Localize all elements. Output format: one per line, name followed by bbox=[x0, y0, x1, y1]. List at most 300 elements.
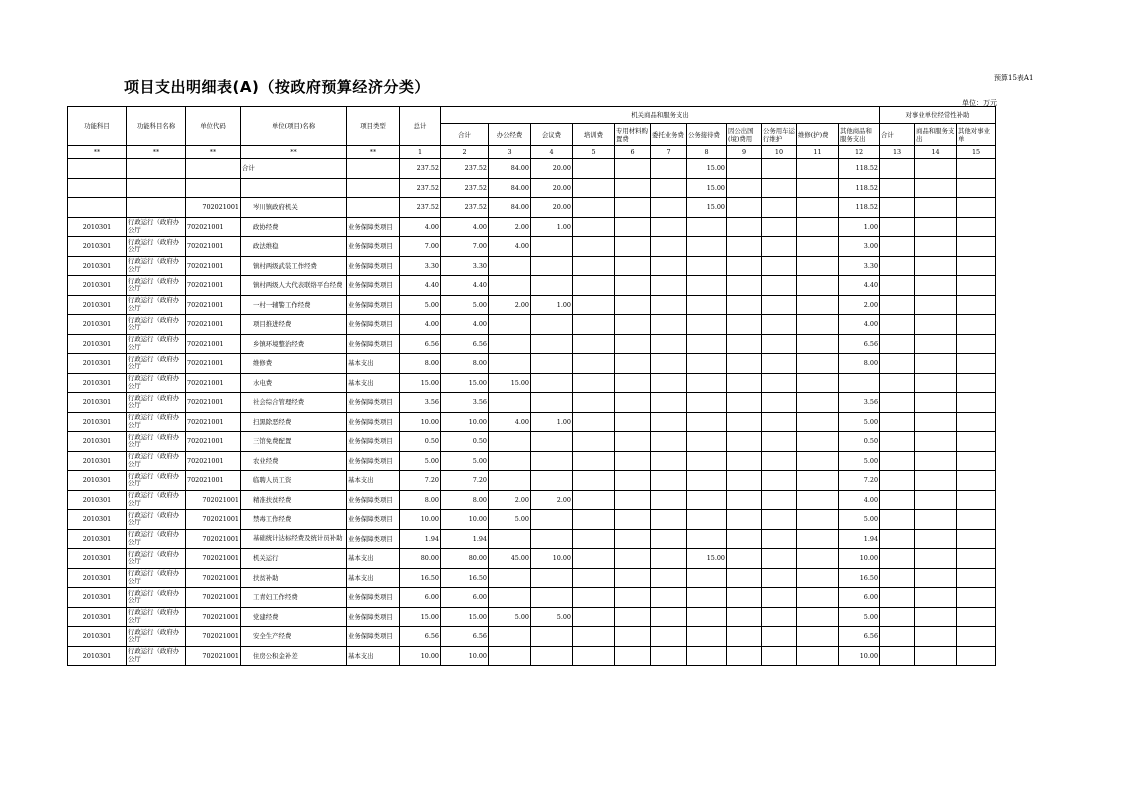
empty-cell bbox=[957, 393, 996, 413]
empty-cell bbox=[615, 295, 651, 315]
office-cell bbox=[489, 432, 531, 452]
empty-cell bbox=[915, 510, 957, 530]
func-code-cell bbox=[68, 159, 127, 179]
unit-name-cell: 扫黑除恶经费 bbox=[241, 412, 347, 432]
table-row bbox=[68, 529, 996, 549]
goods-total-cell: 10.00 bbox=[441, 510, 489, 530]
unit-name-cell: 精准扶贫经费 bbox=[241, 490, 347, 510]
total-cell: 10.00 bbox=[400, 412, 441, 432]
header-func-name: 功能科目名称 bbox=[127, 107, 186, 146]
unit-code-cell: 702021001 bbox=[186, 490, 241, 510]
empty-cell bbox=[880, 178, 915, 198]
office-cell bbox=[489, 354, 531, 374]
func-name-cell: 行政运行（政府办公厅 bbox=[127, 315, 186, 335]
func-code-cell: 2010301 bbox=[68, 256, 127, 276]
project-type-cell: 业务保障类项目 bbox=[347, 588, 400, 608]
empty-cell bbox=[957, 354, 996, 374]
empty-cell bbox=[727, 646, 762, 666]
unit-name-cell: 镇村两级人大代表联络平台经费 bbox=[241, 276, 347, 296]
project-type-cell: 业务保障类项目 bbox=[347, 237, 400, 257]
unit-code-cell: 702021001 bbox=[186, 412, 241, 432]
other-goods-cell: 118.52 bbox=[839, 178, 880, 198]
unit-name-cell: 乡镇环境整治经费 bbox=[241, 334, 347, 354]
project-type-cell: 业务保障类项目 bbox=[347, 490, 400, 510]
empty-cell bbox=[615, 490, 651, 510]
other-goods-cell: 8.00 bbox=[839, 354, 880, 374]
empty-cell bbox=[573, 529, 615, 549]
empty-cell bbox=[957, 451, 996, 471]
goods-total-cell: 7.20 bbox=[441, 471, 489, 491]
empty-cell bbox=[651, 588, 687, 608]
office-cell: 84.00 bbox=[489, 159, 531, 179]
reception-cell bbox=[687, 529, 727, 549]
func-name-cell: 行政运行（政府办公厅 bbox=[127, 256, 186, 276]
empty-cell bbox=[762, 198, 797, 218]
goods-total-cell: 237.52 bbox=[441, 198, 489, 218]
func-name-cell: 行政运行（政府办公厅 bbox=[127, 412, 186, 432]
other-goods-cell: 3.00 bbox=[839, 237, 880, 257]
header-col-number: 14 bbox=[915, 146, 957, 159]
unit-code-cell: 702021001 bbox=[186, 549, 241, 569]
empty-cell bbox=[797, 490, 839, 510]
other-goods-cell: 2.00 bbox=[839, 295, 880, 315]
unit-name-cell: 机关运行 bbox=[241, 549, 347, 569]
office-cell: 4.00 bbox=[489, 412, 531, 432]
empty-cell bbox=[915, 471, 957, 491]
header-col-number: 12 bbox=[839, 146, 880, 159]
empty-cell bbox=[651, 510, 687, 530]
empty-cell bbox=[762, 276, 797, 296]
empty-cell bbox=[957, 568, 996, 588]
func-code-cell: 2010301 bbox=[68, 412, 127, 432]
empty-cell bbox=[615, 432, 651, 452]
total-cell: 16.50 bbox=[400, 568, 441, 588]
table-row bbox=[68, 315, 996, 335]
unit-code-cell: 702021001 bbox=[186, 295, 241, 315]
empty-cell bbox=[651, 159, 687, 179]
empty-cell bbox=[797, 393, 839, 413]
reception-cell bbox=[687, 490, 727, 510]
func-name-cell: 行政运行（政府办公厅 bbox=[127, 451, 186, 471]
header-col-3: 办公经费 bbox=[489, 124, 531, 146]
func-code-cell: 2010301 bbox=[68, 451, 127, 471]
other-goods-cell: 1.00 bbox=[839, 217, 880, 237]
empty-cell bbox=[762, 178, 797, 198]
total-cell: 1.94 bbox=[400, 529, 441, 549]
goods-total-cell: 7.00 bbox=[441, 237, 489, 257]
header-project-type: 项目类型 bbox=[347, 107, 400, 146]
total-cell: 8.00 bbox=[400, 354, 441, 374]
table-body bbox=[68, 159, 996, 666]
goods-total-cell: 0.50 bbox=[441, 432, 489, 452]
empty-cell bbox=[651, 217, 687, 237]
empty-cell bbox=[880, 412, 915, 432]
empty-cell bbox=[651, 276, 687, 296]
total-cell: 4.40 bbox=[400, 276, 441, 296]
empty-cell bbox=[880, 237, 915, 257]
empty-cell bbox=[957, 334, 996, 354]
project-type-cell bbox=[347, 159, 400, 179]
project-type-cell: 业务保障类项目 bbox=[347, 256, 400, 276]
empty-cell bbox=[797, 354, 839, 374]
empty-cell bbox=[880, 373, 915, 393]
empty-cell bbox=[615, 315, 651, 335]
goods-total-cell: 3.30 bbox=[441, 256, 489, 276]
empty-cell bbox=[915, 568, 957, 588]
unit-code-cell: 702021001 bbox=[186, 432, 241, 452]
total-cell: 15.00 bbox=[400, 373, 441, 393]
empty-cell bbox=[915, 198, 957, 218]
table-row bbox=[68, 256, 996, 276]
unit-code-cell: 702021001 bbox=[186, 315, 241, 335]
office-cell: 5.00 bbox=[489, 607, 531, 627]
empty-cell bbox=[651, 412, 687, 432]
total-cell: 5.00 bbox=[400, 295, 441, 315]
func-name-cell: 行政运行（政府办公厅 bbox=[127, 510, 186, 530]
empty-cell bbox=[573, 198, 615, 218]
total-cell: 80.00 bbox=[400, 549, 441, 569]
empty-cell bbox=[797, 646, 839, 666]
empty-cell bbox=[797, 373, 839, 393]
empty-cell bbox=[880, 354, 915, 374]
func-name-cell: 行政运行（政府办公厅 bbox=[127, 334, 186, 354]
empty-cell bbox=[651, 646, 687, 666]
project-type-cell: 业务保障类项目 bbox=[347, 432, 400, 452]
reception-cell bbox=[687, 412, 727, 432]
project-type-cell bbox=[347, 178, 400, 198]
empty-cell bbox=[880, 549, 915, 569]
empty-cell bbox=[573, 256, 615, 276]
goods-total-cell: 6.00 bbox=[441, 588, 489, 608]
empty-cell bbox=[573, 646, 615, 666]
empty-cell bbox=[797, 432, 839, 452]
func-name-cell: 行政运行（政府办公厅 bbox=[127, 393, 186, 413]
reception-cell bbox=[687, 510, 727, 530]
summary-row bbox=[68, 178, 996, 198]
empty-cell bbox=[727, 607, 762, 627]
table-row bbox=[68, 510, 996, 530]
reception-cell: 15.00 bbox=[687, 159, 727, 179]
office-cell bbox=[489, 393, 531, 413]
goods-total-cell: 5.00 bbox=[441, 451, 489, 471]
empty-cell bbox=[615, 217, 651, 237]
func-code-cell: 2010301 bbox=[68, 354, 127, 374]
total-cell: 237.52 bbox=[400, 159, 441, 179]
empty-cell bbox=[915, 627, 957, 647]
empty-cell bbox=[880, 471, 915, 491]
empty-cell bbox=[797, 607, 839, 627]
header-col-9: 因公出国(境)费用 bbox=[727, 124, 762, 146]
meeting-cell bbox=[531, 510, 573, 530]
empty-cell bbox=[880, 510, 915, 530]
empty-cell bbox=[651, 334, 687, 354]
unit-name-cell: 农业经费 bbox=[241, 451, 347, 471]
empty-cell bbox=[762, 549, 797, 569]
header-total: 总计 bbox=[400, 107, 441, 146]
office-cell: 4.00 bbox=[489, 237, 531, 257]
other-goods-cell: 10.00 bbox=[839, 646, 880, 666]
empty-cell bbox=[651, 607, 687, 627]
unit-code-cell: 702021001 bbox=[186, 646, 241, 666]
table-row bbox=[68, 393, 996, 413]
total-cell: 6.56 bbox=[400, 334, 441, 354]
unit-name-cell: 扶贫补助 bbox=[241, 568, 347, 588]
empty-cell bbox=[651, 529, 687, 549]
goods-total-cell: 5.00 bbox=[441, 295, 489, 315]
expenditure-table bbox=[67, 106, 996, 666]
empty-cell bbox=[880, 646, 915, 666]
empty-cell bbox=[651, 549, 687, 569]
empty-cell bbox=[615, 198, 651, 218]
reception-cell bbox=[687, 354, 727, 374]
empty-cell bbox=[915, 315, 957, 335]
empty-cell bbox=[651, 471, 687, 491]
unit-name-cell: 合计 bbox=[241, 159, 347, 179]
reception-cell bbox=[687, 237, 727, 257]
unit-name-cell: 镇村两级武装工作经费 bbox=[241, 256, 347, 276]
empty-cell bbox=[915, 451, 957, 471]
reception-cell bbox=[687, 471, 727, 491]
table-row bbox=[68, 276, 996, 296]
meeting-cell bbox=[531, 529, 573, 549]
table-row bbox=[68, 549, 996, 569]
meeting-cell: 10.00 bbox=[531, 549, 573, 569]
meeting-cell bbox=[531, 471, 573, 491]
reception-cell bbox=[687, 217, 727, 237]
empty-cell bbox=[651, 490, 687, 510]
table-row bbox=[68, 412, 996, 432]
empty-cell bbox=[615, 471, 651, 491]
office-cell bbox=[489, 646, 531, 666]
empty-cell bbox=[573, 451, 615, 471]
office-cell: 2.00 bbox=[489, 490, 531, 510]
header-col-15: 其他对事业单 bbox=[957, 124, 996, 146]
meeting-cell bbox=[531, 237, 573, 257]
other-goods-cell: 4.00 bbox=[839, 490, 880, 510]
other-goods-cell: 3.30 bbox=[839, 256, 880, 276]
func-code-cell: 2010301 bbox=[68, 529, 127, 549]
empty-cell bbox=[651, 315, 687, 335]
empty-cell bbox=[651, 256, 687, 276]
header-unit-name: 单位(项目)名称 bbox=[241, 107, 347, 146]
empty-cell bbox=[727, 529, 762, 549]
office-cell bbox=[489, 451, 531, 471]
header-col-11: 维修(护)费 bbox=[797, 124, 839, 146]
header-col-4: 会议费 bbox=[531, 124, 573, 146]
unit-code-cell: 702021001 bbox=[186, 334, 241, 354]
unit-code-cell: 702021001 bbox=[186, 451, 241, 471]
other-goods-cell: 1.94 bbox=[839, 529, 880, 549]
goods-total-cell: 4.40 bbox=[441, 276, 489, 296]
empty-cell bbox=[651, 432, 687, 452]
func-code-cell: 2010301 bbox=[68, 334, 127, 354]
table-row bbox=[68, 295, 996, 315]
empty-cell bbox=[615, 588, 651, 608]
empty-cell bbox=[915, 334, 957, 354]
project-type-cell: 业务保障类项目 bbox=[347, 334, 400, 354]
empty-cell bbox=[615, 646, 651, 666]
empty-cell bbox=[762, 451, 797, 471]
func-code-cell: 2010301 bbox=[68, 607, 127, 627]
office-cell: 5.00 bbox=[489, 510, 531, 530]
empty-cell bbox=[573, 432, 615, 452]
empty-cell bbox=[651, 627, 687, 647]
empty-cell bbox=[915, 217, 957, 237]
meeting-cell: 20.00 bbox=[531, 159, 573, 179]
meeting-cell: 2.00 bbox=[531, 490, 573, 510]
goods-total-cell: 4.00 bbox=[441, 315, 489, 335]
table-row bbox=[68, 334, 996, 354]
unit-name-cell: 社会综合管理经费 bbox=[241, 393, 347, 413]
empty-cell bbox=[727, 334, 762, 354]
empty-cell bbox=[957, 373, 996, 393]
other-goods-cell: 0.50 bbox=[839, 432, 880, 452]
empty-cell bbox=[797, 412, 839, 432]
empty-cell bbox=[727, 393, 762, 413]
total-cell: 237.52 bbox=[400, 198, 441, 218]
total-cell: 10.00 bbox=[400, 646, 441, 666]
goods-total-cell: 6.56 bbox=[441, 334, 489, 354]
project-type-cell bbox=[347, 198, 400, 218]
empty-cell bbox=[797, 334, 839, 354]
empty-cell bbox=[762, 295, 797, 315]
empty-cell bbox=[727, 178, 762, 198]
unit-code-cell bbox=[186, 159, 241, 179]
empty-cell bbox=[762, 159, 797, 179]
empty-cell bbox=[727, 588, 762, 608]
func-name-cell: 行政运行（政府办公厅 bbox=[127, 607, 186, 627]
empty-cell bbox=[573, 217, 615, 237]
empty-cell bbox=[615, 334, 651, 354]
total-cell: 0.50 bbox=[400, 432, 441, 452]
empty-cell bbox=[762, 373, 797, 393]
empty-cell bbox=[880, 295, 915, 315]
office-cell: 2.00 bbox=[489, 295, 531, 315]
empty-cell bbox=[615, 412, 651, 432]
header-col-number: 4 bbox=[531, 146, 573, 159]
header-col-10: 公务用车运行维护 bbox=[762, 124, 797, 146]
reception-cell bbox=[687, 295, 727, 315]
empty-cell bbox=[915, 432, 957, 452]
func-name-cell: 行政运行（政府办公厅 bbox=[127, 490, 186, 510]
empty-cell bbox=[573, 510, 615, 530]
empty-cell bbox=[915, 159, 957, 179]
unit-code-cell: 702021001 bbox=[186, 510, 241, 530]
empty-cell bbox=[880, 607, 915, 627]
empty-cell bbox=[915, 646, 957, 666]
header-unit-code: 单位代码 bbox=[186, 107, 241, 146]
total-cell: 6.56 bbox=[400, 627, 441, 647]
project-type-cell: 业务保障类项目 bbox=[347, 315, 400, 335]
total-cell: 4.00 bbox=[400, 217, 441, 237]
empty-cell bbox=[915, 607, 957, 627]
meeting-cell bbox=[531, 276, 573, 296]
other-goods-cell bbox=[839, 373, 880, 393]
empty-cell bbox=[797, 568, 839, 588]
func-name-cell: 行政运行（政府办公厅 bbox=[127, 588, 186, 608]
table-row bbox=[68, 646, 996, 666]
empty-cell bbox=[957, 549, 996, 569]
func-name-cell bbox=[127, 198, 186, 218]
empty-cell bbox=[573, 393, 615, 413]
unit-name-cell: 政协经费 bbox=[241, 217, 347, 237]
other-goods-cell: 5.00 bbox=[839, 412, 880, 432]
empty-cell bbox=[957, 178, 996, 198]
empty-cell bbox=[880, 217, 915, 237]
header-col-number: 3 bbox=[489, 146, 531, 159]
empty-cell bbox=[797, 295, 839, 315]
func-name-cell: 行政运行（政府办公厅 bbox=[127, 529, 186, 549]
empty-cell bbox=[651, 568, 687, 588]
project-type-cell: 业务保障类项目 bbox=[347, 627, 400, 647]
header-col-number: 5 bbox=[573, 146, 615, 159]
meeting-cell bbox=[531, 588, 573, 608]
empty-cell bbox=[651, 393, 687, 413]
meeting-cell: 1.00 bbox=[531, 295, 573, 315]
goods-total-cell: 16.50 bbox=[441, 568, 489, 588]
unit-name-cell: 禁毒工作经费 bbox=[241, 510, 347, 530]
meeting-cell bbox=[531, 315, 573, 335]
unit-code-cell: 702021001 bbox=[186, 217, 241, 237]
reception-cell: 15.00 bbox=[687, 549, 727, 569]
empty-cell bbox=[727, 432, 762, 452]
project-type-cell: 基本支出 bbox=[347, 373, 400, 393]
project-type-cell: 基本支出 bbox=[347, 549, 400, 569]
empty-cell bbox=[727, 237, 762, 257]
func-name-cell: 行政运行（政府办公厅 bbox=[127, 354, 186, 374]
office-cell bbox=[489, 588, 531, 608]
table-row bbox=[68, 451, 996, 471]
empty-cell bbox=[957, 198, 996, 218]
empty-cell bbox=[957, 237, 996, 257]
unit-name-cell: 一村一辅警工作经费 bbox=[241, 295, 347, 315]
func-code-cell: 2010301 bbox=[68, 276, 127, 296]
func-code-cell: 2010301 bbox=[68, 588, 127, 608]
unit-code-cell: 702021001 bbox=[186, 393, 241, 413]
empty-cell bbox=[797, 529, 839, 549]
func-name-cell: 行政运行（政府办公厅 bbox=[127, 237, 186, 257]
empty-cell bbox=[797, 510, 839, 530]
header-group-goods: 机关商品和服务支出 bbox=[441, 107, 880, 124]
goods-total-cell: 8.00 bbox=[441, 354, 489, 374]
empty-cell bbox=[880, 588, 915, 608]
empty-cell bbox=[915, 529, 957, 549]
unit-name-cell: 水电费 bbox=[241, 373, 347, 393]
reception-cell bbox=[687, 451, 727, 471]
meeting-cell: 1.00 bbox=[531, 412, 573, 432]
empty-cell bbox=[615, 276, 651, 296]
unit-code-cell: 702021001 bbox=[186, 256, 241, 276]
office-cell bbox=[489, 529, 531, 549]
empty-cell bbox=[762, 412, 797, 432]
empty-cell bbox=[915, 412, 957, 432]
meeting-cell bbox=[531, 646, 573, 666]
other-goods-cell: 6.00 bbox=[839, 588, 880, 608]
empty-cell bbox=[762, 237, 797, 257]
meeting-cell bbox=[531, 568, 573, 588]
meeting-cell: 20.00 bbox=[531, 198, 573, 218]
empty-cell bbox=[957, 627, 996, 647]
empty-cell bbox=[573, 237, 615, 257]
goods-total-cell: 15.00 bbox=[441, 373, 489, 393]
empty-cell bbox=[957, 217, 996, 237]
empty-cell bbox=[880, 334, 915, 354]
empty-cell bbox=[727, 276, 762, 296]
unit-name-cell: 政法维稳 bbox=[241, 237, 347, 257]
unit-code-cell: 702021001 bbox=[186, 568, 241, 588]
unit-code-cell: 702021001 bbox=[186, 198, 241, 218]
unit-name-cell: 工青妇工作经费 bbox=[241, 588, 347, 608]
